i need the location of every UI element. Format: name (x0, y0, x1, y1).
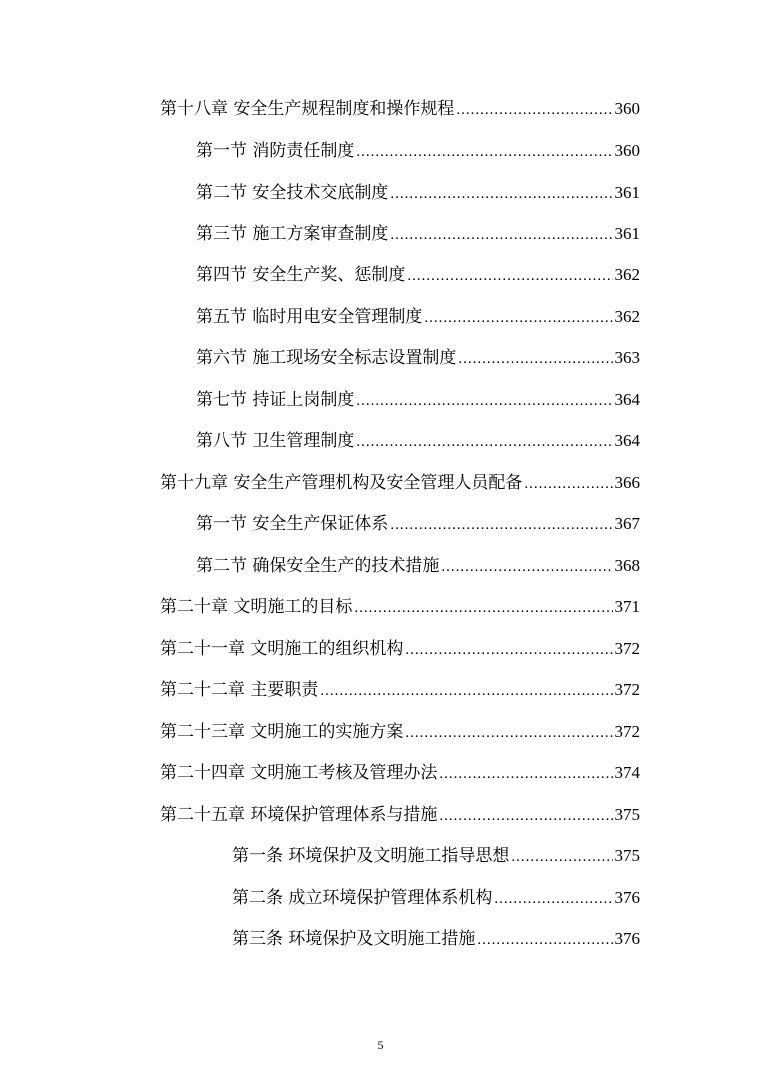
toc-entry-page: 366 (614, 473, 640, 492)
dot-leader (477, 925, 612, 955)
dot-leader (320, 676, 612, 706)
toc-entry[interactable] (196, 343, 640, 373)
toc-entry-page: 372 (614, 639, 640, 658)
toc-entry-title: 第二十二章 主要职责 (160, 680, 319, 700)
page-number: 5 (377, 1038, 384, 1052)
toc-entry-title: 第三节 施工方案审查制度 (196, 224, 389, 244)
toc-entry-page: 374 (614, 763, 640, 782)
toc-entry[interactable] (196, 551, 640, 581)
toc-entry-title: 第十八章 安全生产规程制度和操作规程 (160, 99, 455, 119)
toc-entry-title: 第二条 成立环境保护管理体系机构 (232, 888, 493, 908)
toc-entry-page: 361 (614, 183, 640, 202)
dot-leader (356, 137, 612, 167)
toc-entry-page: 372 (614, 680, 640, 699)
toc-entry-title: 第二十章 文明施工的目标 (160, 597, 353, 617)
toc-entry[interactable] (196, 260, 640, 290)
toc-entry-title: 第二十五章 环境保护管理体系与措施 (160, 805, 438, 825)
dot-leader (390, 179, 612, 209)
toc-entry-page: 364 (614, 390, 640, 409)
toc-entry-page: 362 (614, 265, 640, 284)
toc-entry-page: 376 (614, 929, 640, 948)
dot-leader (390, 510, 612, 540)
toc-entry[interactable] (196, 178, 640, 208)
toc-entry-title: 第六节 施工现场安全标志设置制度 (196, 348, 457, 368)
toc-entry-page: 368 (614, 556, 640, 575)
toc-entry-title: 第二节 确保安全生产的技术措施 (196, 556, 440, 576)
toc-entry-page: 363 (614, 348, 640, 367)
toc-entry-title: 第五节 临时用电安全管理制度 (196, 307, 423, 327)
toc-entry[interactable] (232, 924, 640, 954)
toc-entry[interactable] (196, 219, 640, 249)
toc-entry[interactable] (196, 426, 640, 456)
toc-entry-title: 第二节 安全技术交底制度 (196, 183, 389, 203)
toc-entry-title: 第一节 安全生产保证体系 (196, 514, 389, 534)
toc-entry-title: 第四节 安全生产奖、惩制度 (196, 265, 406, 285)
dot-leader (354, 593, 612, 623)
toc-entry-title: 第一节 消防责任制度 (196, 141, 355, 161)
toc-entry[interactable] (160, 634, 640, 664)
toc-entry[interactable] (160, 675, 640, 705)
dot-leader (511, 842, 612, 872)
toc-entry-page: 362 (614, 307, 640, 326)
toc-entry-title: 第二十四章 文明施工考核及管理办法 (160, 763, 438, 783)
toc-entry[interactable] (196, 136, 640, 166)
dot-leader (456, 95, 612, 125)
toc-entry-title: 第一条 环境保护及文明施工指导思想 (232, 846, 510, 866)
dot-leader (407, 261, 612, 291)
toc-entry[interactable] (232, 841, 640, 871)
toc-entry[interactable] (160, 592, 640, 622)
toc-entry[interactable] (160, 94, 640, 124)
dot-leader (424, 303, 612, 333)
toc-entry-page: 372 (614, 722, 640, 741)
toc-entry[interactable] (196, 385, 640, 415)
toc-entry-page: 375 (614, 846, 640, 865)
dot-leader (458, 344, 612, 374)
dot-leader (356, 386, 612, 416)
toc-entry[interactable] (160, 717, 640, 747)
toc-entry-page: 360 (614, 141, 640, 160)
toc-entry-title: 第十九章 安全生产管理机构及安全管理人员配备 (160, 473, 523, 493)
toc-entry-title: 第二十一章 文明施工的组织机构 (160, 639, 404, 659)
dot-leader (439, 801, 612, 831)
toc-entry[interactable] (160, 758, 640, 788)
toc-entry-page: 361 (614, 224, 640, 243)
toc-entry[interactable] (160, 468, 640, 498)
toc-entry-title: 第三条 环境保护及文明施工措施 (232, 929, 476, 949)
dot-leader (405, 635, 612, 665)
toc-entry-page: 367 (614, 514, 640, 533)
toc-entry-page: 375 (614, 805, 640, 824)
toc-entry-title: 第二十三章 文明施工的实施方案 (160, 722, 404, 742)
toc-entry[interactable] (160, 800, 640, 830)
dot-leader (390, 220, 612, 250)
dot-leader (439, 759, 612, 789)
dot-leader (441, 552, 612, 582)
toc-entry-page: 371 (614, 597, 640, 616)
toc-entry-page: 376 (614, 888, 640, 907)
toc-entry-title: 第八节 卫生管理制度 (196, 431, 355, 451)
toc-entry[interactable] (196, 509, 640, 539)
dot-leader (405, 718, 612, 748)
dot-leader (356, 427, 612, 457)
toc-entry-page: 364 (614, 431, 640, 450)
toc-entry-page: 360 (614, 99, 640, 118)
toc-entry-title: 第七节 持证上岗制度 (196, 390, 355, 410)
toc-entry[interactable] (196, 302, 640, 332)
toc-entry[interactable] (232, 883, 640, 913)
dot-leader (524, 469, 612, 499)
dot-leader (494, 884, 612, 914)
